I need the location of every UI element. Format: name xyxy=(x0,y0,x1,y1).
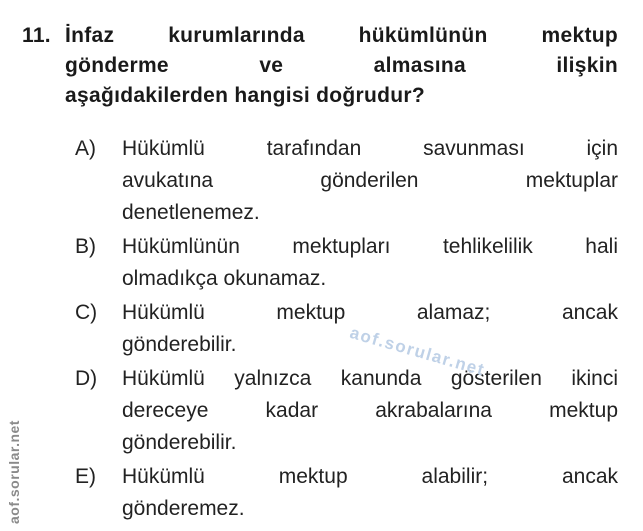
option-line: Hükümlünün mektupları tehlikelilik hali xyxy=(122,235,618,258)
question-line: aşağıdakilerden hangisi doğrudur? xyxy=(65,84,425,107)
question-number: 11. xyxy=(22,24,51,47)
option-line: Hükümlü mektup alamaz; ancak xyxy=(122,301,618,324)
option-row-e xyxy=(75,461,618,525)
option-line: Hükümlü yalnızca kanunda gösterilen ikinci xyxy=(122,367,618,390)
option-line: denetlenemez. xyxy=(122,201,260,224)
question-text xyxy=(65,21,618,111)
watermark-vertical: aof.sorular.net xyxy=(6,420,22,524)
option-line: gönderebilir. xyxy=(122,431,237,454)
option-letter: A) xyxy=(75,137,96,160)
option-text xyxy=(122,461,618,525)
watermark-diagonal: aof.sorular.net xyxy=(347,323,488,380)
option-line: dereceye kadar akrabalarına mektup xyxy=(122,399,618,422)
option-row-c xyxy=(75,297,618,361)
option-text xyxy=(122,297,618,361)
option-line: avukatına gönderilen mektuplar xyxy=(122,169,618,192)
option-letter: B) xyxy=(75,235,96,258)
option-line: olmadıkça okunamaz. xyxy=(122,267,327,290)
option-line: Hükümlü tarafından savunması için xyxy=(122,137,618,160)
question-block xyxy=(0,0,643,111)
option-letter: E) xyxy=(75,465,96,488)
option-text xyxy=(122,231,618,295)
option-line: Hükümlü mektup alabilir; ancak xyxy=(122,465,618,488)
question-line: gönderme ve almasına ilişkin xyxy=(65,54,618,77)
option-letter: D) xyxy=(75,367,98,390)
option-text xyxy=(122,363,618,459)
option-letter: C) xyxy=(75,301,98,324)
options-list xyxy=(0,133,618,525)
option-line: gönderebilir. xyxy=(122,333,237,356)
option-text xyxy=(122,133,618,229)
option-row-d xyxy=(75,363,618,459)
option-row-b xyxy=(75,231,618,295)
question-line: İnfaz kurumlarında hükümlünün mektup xyxy=(65,24,618,47)
option-row-a xyxy=(75,133,618,229)
option-line: gönderemez. xyxy=(122,497,245,520)
